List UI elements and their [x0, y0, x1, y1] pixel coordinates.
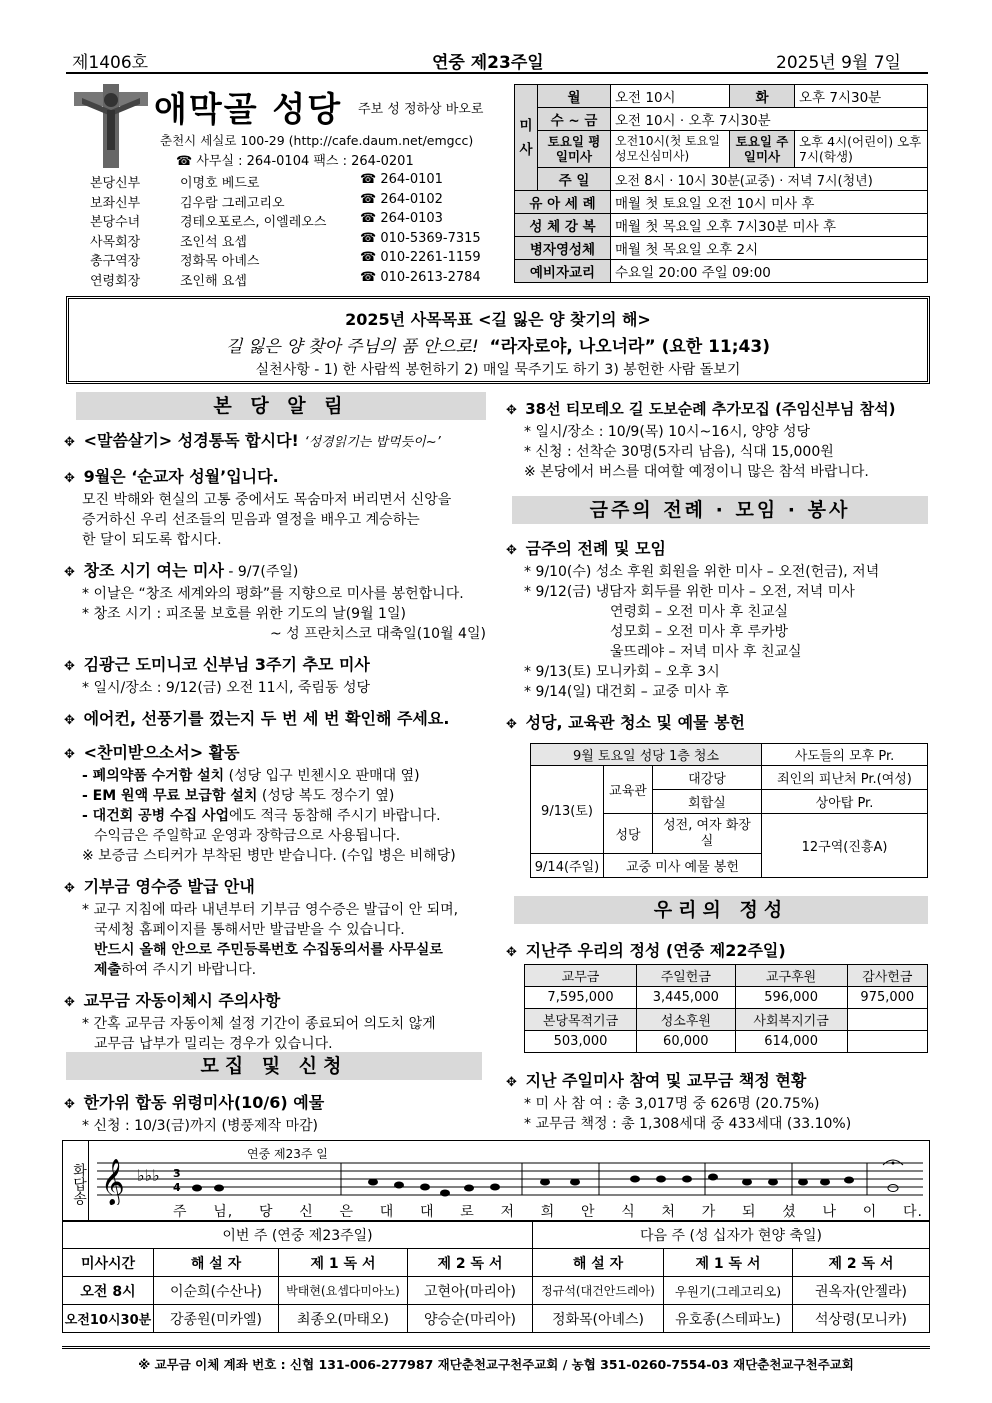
- minister-cell: 정화목(아녜스): [533, 1305, 664, 1333]
- offering-value: [847, 1031, 927, 1053]
- cleaning-room: 대강당: [653, 766, 762, 790]
- offering-value: 503,000: [525, 1031, 637, 1053]
- next-week-header: 다음 주 (성 십자가 현양 축일): [533, 1221, 930, 1249]
- day-sun: 주 일: [538, 168, 611, 191]
- cleaning-header-group: 사도들의 모후 Pr.: [762, 744, 928, 766]
- notice-text: * 창조 시기 : 피조물 보호를 위한 기도의 날(9월 1일): [82, 606, 406, 622]
- lyric-syllable: 당: [258, 1204, 274, 1220]
- lyric-syllable: 은: [339, 1204, 354, 1220]
- minister-cell: 고현아(마리아): [408, 1277, 533, 1305]
- staff-row: [90, 211, 500, 231]
- notice-memorial-offering: [64, 1092, 504, 1116]
- offering-value: 614,000: [735, 1031, 847, 1053]
- minister-cell: 유호종(스테파노): [664, 1305, 793, 1333]
- psalm-box: [62, 1140, 930, 1222]
- sat-sunday-time: 오후 4시(어린이) 오후 7시(학생): [795, 131, 928, 168]
- minister-cell: 강종원(미카엘): [154, 1305, 279, 1333]
- staff-tel: 010-2613-2784: [380, 269, 481, 285]
- diamond-bullet-icon: ✥: [64, 995, 75, 1010]
- notice-attendance: [506, 1070, 946, 1094]
- offering-value: 975,000: [847, 987, 927, 1009]
- liturgical-week: 연중 제23주일: [432, 53, 544, 73]
- mass-schedule-table: [514, 84, 928, 283]
- lyric-syllable: 신: [299, 1204, 314, 1220]
- staff-row: [90, 250, 500, 270]
- staff-role: 본당신부: [90, 176, 141, 191]
- wed-fri-time: 오전 10시 · 오후 7시30분: [611, 108, 928, 131]
- diamond-bullet-icon: ✥: [64, 435, 75, 450]
- notice-text: * 교구 지침에 따라 내년부터 기부금 영수증은 발급이 안 되며,: [82, 902, 459, 918]
- lyric-syllable: 대: [379, 1204, 395, 1220]
- notice-text: 연령회 – 오전 미사 후 친교실: [610, 604, 789, 620]
- notice-text: (성당 입구 빈첸시오 판매대 옆): [224, 768, 420, 784]
- staff-tel: 010-2261-1159: [380, 250, 481, 265]
- staff-name: 조인해 요셉: [180, 273, 247, 289]
- notice-title: 금주의 전례 및 모임: [525, 539, 666, 558]
- offering-header: [847, 1009, 927, 1031]
- liturgy-section: [506, 538, 946, 736]
- sacrament-label: 예비자교리: [515, 260, 611, 283]
- phone-icon: ☎: [360, 211, 381, 226]
- cleaning-room: 회합실: [653, 790, 762, 814]
- lyric-syllable: 셨: [782, 1204, 797, 1220]
- diamond-bullet-icon: ✥: [64, 565, 75, 580]
- notice-text: ※ 보증금 스티커가 부착된 병만 받습니다. (수입 병은 비해당): [82, 848, 456, 864]
- parish-address: 춘천시 세실로 100-29 (http://cafe.daum.net/emgcc): [160, 133, 474, 148]
- notice-title: 지난주 우리의 정성 (연중 제22주일): [525, 941, 786, 960]
- minister-cell: 이순희(수산나): [154, 1277, 279, 1305]
- staff-name: 정화목 아녜스: [180, 254, 260, 269]
- sun-time: 오전 8시 · 10시 30분(교중) · 저녁 7시(청년): [611, 168, 928, 191]
- col-header: 제 2 독 서: [408, 1249, 533, 1277]
- notice-emphasis: - 폐의약품 수거함 설치: [82, 768, 225, 784]
- section-band-parish-notice: 본 당 알 림: [76, 392, 486, 420]
- notice-laudato-si: [64, 742, 504, 766]
- staff-list: [90, 172, 500, 289]
- staff-row: [90, 172, 500, 192]
- notice-date: - 9/7(주일): [223, 564, 299, 580]
- minister-cell: 권옥자(안젤라): [793, 1277, 930, 1305]
- tue-time: 오후 7시30분: [795, 85, 928, 108]
- staff-role: 본당수녀: [90, 215, 141, 230]
- section-band-offering: 우리의 정성: [514, 896, 928, 924]
- offering-header: 사회복지기금: [735, 1009, 847, 1031]
- lyric-syllable: 님,: [213, 1204, 234, 1220]
- cleaning-group: 죄인의 피난처 Pr.(여성): [762, 766, 928, 790]
- right-top: [506, 398, 946, 482]
- notice-emphasis: - 대건회 공병 수집 사업: [82, 808, 230, 824]
- office-contact: ☎ 사무실 : 264-0104 팩스 : 264-0201: [176, 154, 414, 169]
- notice-title: 한가위 합동 위령미사(10/6) 예물: [83, 1093, 325, 1112]
- section-band-liturgy: 금주의 전례 · 모임 · 봉사: [512, 496, 928, 524]
- section-band-recruit: 모집 및 신청: [66, 1052, 482, 1080]
- svg-text:𝄞: 𝄞: [101, 1159, 125, 1205]
- offering-value: 60,000: [637, 1031, 736, 1053]
- staff-role: 사목회장: [90, 234, 141, 250]
- notice-title: 김광근 도미니코 신부님 3주기 추모 미사: [83, 655, 370, 674]
- sacrament-label: 유 아 세 례: [515, 191, 611, 214]
- goal-title: 2025년 사목목표 <길 잃은 양 찾기의 해>: [345, 310, 651, 329]
- diamond-bullet-icon: ✥: [64, 471, 75, 486]
- notice-text: * 일시/장소 : 10/9(목) 10시~16시, 양양 성당: [524, 424, 811, 440]
- crucifix-icon: [74, 84, 148, 168]
- recruit-section: [64, 1092, 504, 1136]
- sat-sunday-label: 토요일 주일미사: [730, 131, 795, 168]
- sacrament-value: 매월 첫 목요일 오후 2시: [611, 237, 928, 260]
- svg-text:4: 4: [173, 1181, 181, 1194]
- staff-name: 이명호 베드로: [180, 176, 260, 191]
- parish-name: 애막골 성당: [154, 90, 343, 130]
- psalm-side-label: 화답송: [63, 1141, 89, 1221]
- sacrament-label: 병자영성체: [515, 237, 611, 260]
- issue-number: 제1406호: [72, 53, 149, 73]
- sacrament-value: 매월 첫 목요일 오후 7시30분 미사 후: [611, 214, 928, 237]
- notice-title: 교무금 자동이체시 주의사항: [83, 991, 281, 1010]
- notice-text: * 교무금 책정 : 총 1,308세대 중 433세대 (33.10%): [524, 1116, 852, 1132]
- offering-header: 교무금: [525, 965, 637, 987]
- offering-header: 주일헌금: [637, 965, 736, 987]
- minister-cell: 최종오(마태오): [279, 1305, 408, 1333]
- notice-title: 창조 시기 여는 미사: [83, 561, 224, 580]
- staff-tel: 264-0102: [380, 191, 443, 207]
- notice-text: * 일시/장소 : 9/12(금) 오전 11시, 죽림동 성당: [82, 680, 371, 696]
- lyric-syllable: 다.: [902, 1204, 923, 1220]
- cleaning-header: 9월 토요일 성당 1층 청소: [531, 744, 762, 766]
- lyric-syllable: 저: [500, 1204, 515, 1220]
- footer-account-info: ※ 교무금 이체 계좌 번호 : 신협 131-006-277987 재단춘천교구천주교회 / 농협 351-0260-7554-03 재단춘천교구천주교회: [62, 1346, 930, 1373]
- phone-icon: ☎: [360, 191, 381, 207]
- day-wed-fri: 수 ~ 금: [538, 108, 611, 131]
- notice-text: * 9/12(금) 냉담자 회두를 위한 미사 – 오전, 저녁 미사: [524, 584, 855, 600]
- notice-emphasis: 반드시 올해 안으로 주민등록번호 수집동의서를 사무실로: [94, 942, 443, 958]
- notice-text: 교무금 납부가 밀리는 경우가 있습니다.: [94, 1036, 333, 1052]
- offering-header: 성소후원: [637, 1009, 736, 1031]
- goal-quote: “라자로야, 나오너라” (요한 11;43): [489, 337, 770, 357]
- cleaning-place: 성당: [604, 814, 653, 854]
- offering-value: 3,445,000: [637, 987, 736, 1009]
- cleaning-date: 9/13(토): [531, 766, 604, 854]
- notice-title: 성당, 교육관 청소 및 예물 봉헌: [525, 713, 745, 732]
- lyric-syllable: 희: [540, 1204, 556, 1220]
- goal-motto: 길 잃은 양 찾아 주님의 품 안으로!: [226, 337, 479, 357]
- notice-aircon: [64, 708, 504, 732]
- notice-text: * 9/10(수) 성소 후원 회원을 위한 미사 – 오전(헌금), 저녁: [524, 564, 880, 580]
- sat-weekday-label: 토요일 평일미사: [538, 131, 611, 168]
- notice-text: 성모회 – 오전 미사 후 루카방: [610, 624, 789, 640]
- mon-time: 오전 10시: [611, 85, 730, 108]
- col-header: 미사시간: [63, 1249, 154, 1277]
- header-rule: [66, 72, 928, 74]
- offering-header: 감사헌금: [847, 965, 927, 987]
- this-week-header: 이번 주 (연중 제23주일): [63, 1221, 533, 1249]
- notice-donation-receipt: [64, 876, 504, 900]
- cleaning-date: 9/14(주일): [531, 854, 604, 878]
- offering-header: 본당목적기금: [525, 1009, 637, 1031]
- lyric-syllable: 식: [621, 1204, 636, 1220]
- notice-title: <찬미받으소서> 활동: [83, 743, 240, 762]
- notice-text: 하여 주시기 바랍니다.: [121, 962, 257, 978]
- offering-section: [506, 940, 946, 964]
- notice-liturgy-meetings: [506, 538, 946, 562]
- staff-tel: 264-0103: [380, 211, 443, 226]
- notice-text: (성당 복도 정수기 옆): [257, 788, 395, 804]
- music-staff-icon: [97, 1155, 923, 1205]
- left-column: [64, 430, 504, 1054]
- sacrament-label: 성 체 강 복: [515, 214, 611, 237]
- minister-cell: 양승순(마리아): [408, 1305, 533, 1333]
- col-header: 해 설 자: [533, 1249, 664, 1277]
- notice-text: 울뜨레야 – 저녁 미사 후 친교실: [610, 644, 802, 660]
- staff-row: [90, 270, 500, 290]
- notice-title: 기부금 영수증 발급 안내: [83, 877, 255, 896]
- day-tue: 화: [730, 85, 795, 108]
- mass-time: 오전 8시: [63, 1277, 154, 1305]
- lyric-syllable: 처: [661, 1204, 676, 1220]
- offering-header: 교구후원: [735, 965, 847, 987]
- staff-row: [90, 192, 500, 212]
- notice-text: 에도 적극 동참해 주시기 바랍니다.: [229, 808, 441, 824]
- day-mon: 월: [538, 85, 611, 108]
- notice-text: 국세청 홈페이지를 통해서만 발급받을 수 있습니다.: [94, 922, 405, 938]
- psalm-title: 연중 제23주 일: [247, 1147, 328, 1161]
- svg-text:3: 3: [173, 1167, 181, 1180]
- phone-icon: ☎: [360, 172, 381, 187]
- goal-practice: 실천사항 - 1) 한 사람씩 봉헌하기 2) 매일 묵주기도 하기 3) 봉헌한 사람 돌보기: [255, 362, 741, 378]
- sacrament-value: 매월 첫 토요일 오전 10시 미사 후: [611, 191, 928, 214]
- notice-creation-mass: [64, 560, 504, 584]
- phone-icon: ☎: [360, 230, 381, 246]
- offering-value: 7,595,000: [525, 987, 637, 1009]
- staff-tel: 010-5369-7315: [380, 230, 481, 246]
- lyric-syllable: 이: [862, 1204, 878, 1220]
- notice-title: 에어컨, 선풍기를 껐는지 두 번 세 번 확인해 주세요.: [83, 709, 450, 728]
- lyric-syllable: 안: [580, 1204, 596, 1220]
- notice-title: <말씀살기> 성경통독 합시다!: [83, 431, 299, 450]
- diamond-bullet-icon: ✥: [64, 747, 75, 762]
- cleaning-room: 성전, 여자 화장실: [653, 814, 762, 854]
- cleaning-offering: 교중 미사 예물 봉헌: [604, 854, 762, 878]
- ministers-table: [62, 1220, 930, 1333]
- notice-bible-reading: [64, 430, 504, 454]
- notice-martyrs-month: [64, 466, 504, 490]
- cleaning-group: 12구역(진흥A): [762, 814, 928, 878]
- staff-role: 보좌신부: [90, 195, 141, 211]
- notice-note: ‘성경읽기는 밥먹듯이~’: [304, 435, 441, 450]
- notice-text: 수익금은 주일학교 운영과 장학금으로 사용됩니다.: [94, 828, 401, 844]
- col-header: 제 1 독 서: [664, 1249, 793, 1277]
- diamond-bullet-icon: ✥: [64, 881, 75, 896]
- offering-table: [524, 964, 928, 1053]
- diamond-bullet-icon: ✥: [506, 945, 517, 960]
- cleaning-group: 상아탑 Pr.: [762, 790, 928, 814]
- notice-text: * 이날은 “창조 세계와의 평화”를 지향으로 미사를 봉헌합니다.: [82, 586, 464, 602]
- diamond-bullet-icon: ✥: [506, 717, 517, 732]
- staff-name: 조인석 요셉: [180, 234, 247, 250]
- psalm-lyrics: [173, 1201, 923, 1221]
- lyric-syllable: 나: [822, 1204, 837, 1220]
- issue-date: 2025년 9월 7일: [776, 53, 901, 73]
- diamond-bullet-icon: ✥: [64, 713, 75, 728]
- notice-offering: [506, 940, 946, 964]
- notice-text: 증거하신 우리 선조들의 믿음과 열정을 배우고 계승하는: [82, 512, 420, 528]
- staff-role: 연령회장: [90, 273, 141, 289]
- svg-text:♭♭♭: ♭♭♭: [137, 1166, 160, 1185]
- notice-emphasis: 제출: [94, 962, 122, 978]
- notice-text: * 미 사 참 여 : 총 3,017명 중 626명 (20.75%): [524, 1096, 820, 1112]
- cleaning-place: 교육관: [604, 766, 653, 814]
- lyric-syllable: 가: [701, 1204, 717, 1220]
- lyric-syllable: 대: [419, 1204, 435, 1220]
- notice-auto-transfer: [64, 990, 504, 1014]
- cleaning-table: [530, 743, 928, 878]
- notice-text: 한 달이 되도록 합시다.: [82, 532, 222, 548]
- diamond-bullet-icon: ✥: [506, 543, 517, 558]
- attendance-section: [506, 1070, 946, 1134]
- notice-text: * 신청 : 선착순 30명(5자리 남음), 식대 15,000원: [524, 444, 834, 460]
- lyric-syllable: 주: [173, 1204, 188, 1220]
- notice-text: ※ 본당에서 버스를 대여할 예정이니 많은 참석 바랍니다.: [524, 464, 869, 480]
- offering-value: 596,000: [735, 987, 847, 1009]
- staff-tel: 264-0101: [380, 172, 443, 187]
- staff-name: 경테오포로스, 이엘레오스: [180, 215, 327, 230]
- sacrament-value: 수요일 20:00 주일 09:00: [611, 260, 928, 283]
- notice-memorial-mass: [64, 654, 504, 678]
- notice-text: * 9/14(일) 대건회 – 교중 미사 후: [524, 684, 729, 700]
- minister-cell: 우원기(그레고리오): [664, 1277, 793, 1305]
- col-header: 해 설 자: [154, 1249, 279, 1277]
- diamond-bullet-icon: ✥: [506, 1075, 517, 1090]
- mass-time: 오전10시30분: [63, 1305, 154, 1333]
- notice-text: * 9/13(토) 모니카회 – 오후 3시: [524, 664, 720, 680]
- col-header: 제 1 독 서: [279, 1249, 408, 1277]
- parish-patron: 주보 성 정하상 바오로: [358, 102, 484, 117]
- notice-text: 모진 박해와 현실의 고통 중에서도 목숨마저 버리면서 신앙을: [82, 492, 452, 508]
- staff-role: 총구역장: [90, 254, 141, 269]
- notice-cleaning: [506, 712, 946, 736]
- staff-name: 김우람 그레고리오: [180, 195, 285, 211]
- pastoral-goal-box: [66, 296, 930, 384]
- minister-cell: 정규석(대건안드레아): [533, 1277, 664, 1305]
- notice-emphasis: - EM 원액 무료 보급함 설치: [82, 788, 258, 804]
- notice-pilgrimage: [506, 398, 946, 422]
- minister-cell: 박태현(요셉다미아노): [279, 1277, 408, 1305]
- diamond-bullet-icon: ✥: [64, 1097, 75, 1112]
- minister-cell: 석상령(모니카): [793, 1305, 930, 1333]
- notice-title: 9월은 ‘순교자 성월’입니다.: [83, 467, 279, 486]
- notice-text: ~ 성 프란치스코 대축일(10월 4일): [270, 626, 486, 642]
- diamond-bullet-icon: ✥: [64, 659, 75, 674]
- phone-icon: ☎: [360, 250, 381, 265]
- diamond-bullet-icon: ✥: [506, 403, 517, 418]
- lyric-syllable: 로: [460, 1204, 475, 1220]
- notice-text: * 간혹 교무금 자동이체 설정 기간이 종료되어 의도치 않게: [82, 1016, 436, 1032]
- phone-icon: ☎: [360, 269, 381, 285]
- staff-row: [90, 231, 500, 251]
- mass-side-label: 미사: [515, 85, 538, 191]
- sat-weekday-time: 오전10시(첫 토요일 성모신심미사): [611, 131, 730, 168]
- notice-title: 지난 주일미사 참여 및 교무금 책정 현황: [525, 1071, 807, 1090]
- lyric-syllable: 되: [741, 1204, 757, 1220]
- notice-text: * 신청 : 10/3(금)까지 (병풍제작 마감): [82, 1118, 319, 1134]
- notice-title: 38선 티모테오 길 도보순례 추가모집 (주임신부님 참석): [525, 400, 896, 418]
- col-header: 제 2 독 서: [793, 1249, 930, 1277]
